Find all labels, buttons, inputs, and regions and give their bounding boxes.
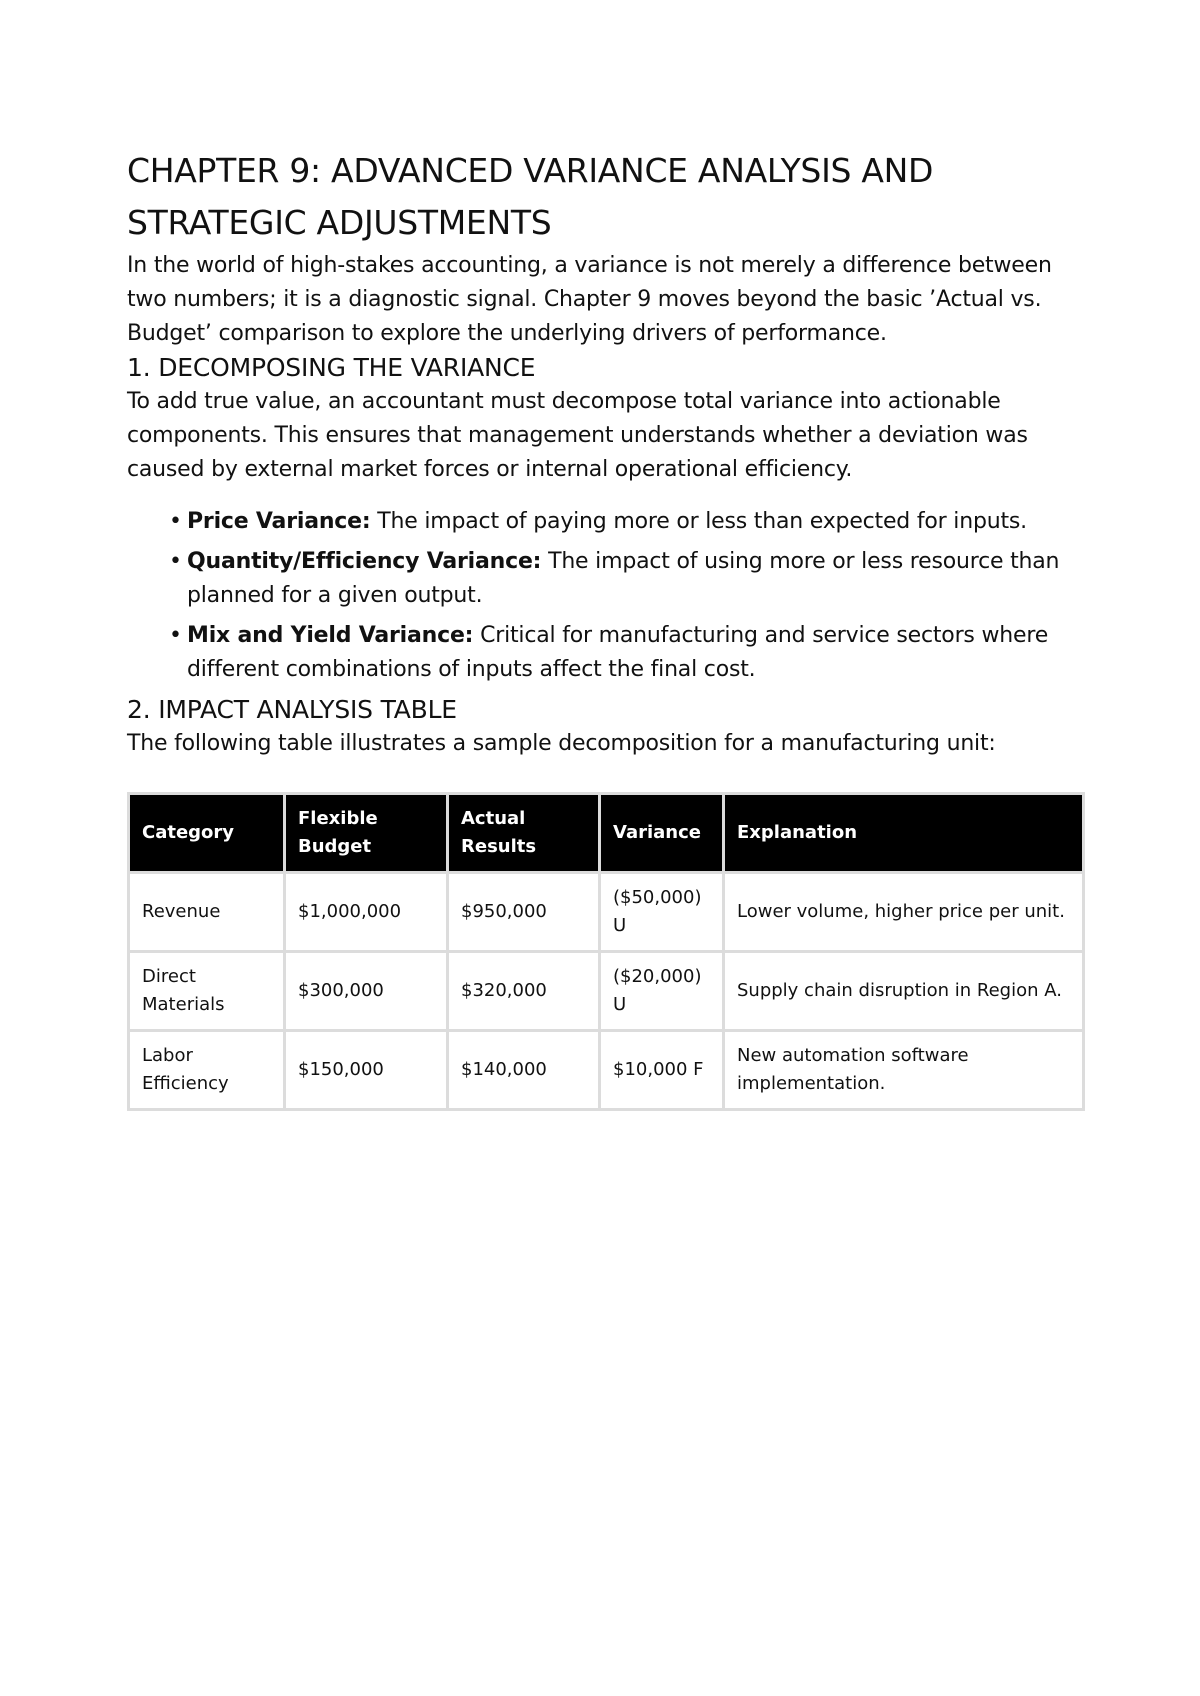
table-header-row	[129, 794, 1084, 873]
bullet-term: Mix and Yield Variance:	[187, 623, 474, 648]
table-cell: $1,000,000	[285, 873, 448, 952]
list-item	[169, 505, 1082, 539]
table-cell: $150,000	[285, 1031, 448, 1110]
table-cell: New automation software implementation.	[724, 1031, 1084, 1110]
table-cell: $300,000	[285, 952, 448, 1031]
bullet-glyph: •	[169, 549, 182, 574]
list-item	[169, 619, 1082, 687]
table-cell: Supply chain disruption in Region A.	[724, 952, 1084, 1031]
column-header-variance: Variance	[600, 794, 724, 873]
section-heading-impact-table: 2. IMPACT ANALYSIS TABLE	[127, 695, 457, 724]
table-row	[129, 1031, 1084, 1110]
bullet-term: Price Variance:	[187, 509, 371, 534]
bullet-text: Critical for manufacturing and service sectors where different combinations of inputs affect the final cost.	[187, 623, 1049, 682]
bullet-term: Quantity/Efficiency Variance:	[187, 549, 542, 574]
column-header-actual-results: Actual Results	[448, 794, 600, 873]
document-page	[127, 0, 1082, 1111]
column-header-category: Category	[129, 794, 285, 873]
section1-paragraph: To add true value, an accountant must decompose total variance into actionable components. This ensures that management understands whether a deviation was caused by external market forces or internal operational efficiency.	[127, 389, 1028, 482]
table-row	[129, 952, 1084, 1031]
chapter-title: CHAPTER 9: ADVANCED VARIANCE ANALYSIS AND STRATEGIC ADJUSTMENTS	[127, 151, 934, 242]
column-header-flexible-budget: Flexible Budget	[285, 794, 448, 873]
list-item	[169, 545, 1082, 613]
bullet-text: The impact of paying more or less than expected for inputs.	[370, 509, 1027, 534]
bullet-glyph: •	[169, 509, 182, 534]
bullet-text: The impact of using more or less resource than planned for a given output.	[187, 549, 1060, 608]
table-row	[129, 873, 1084, 952]
section2-paragraph: The following table illustrates a sample decomposition for a manufacturing unit:	[127, 731, 996, 756]
table-cell: $10,000 F	[600, 1031, 724, 1110]
intro-paragraph: In the world of high-stakes accounting, a variance is not merely a difference between two numbers; it is a diagnostic signal. Chapter 9 moves beyond the basic ’Actual vs. Budget’ comparison to explore the underlying drivers of performance.	[127, 253, 1052, 346]
table-cell: Revenue	[129, 873, 285, 952]
table-cell: Direct Materials	[129, 952, 285, 1031]
table-cell: $950,000	[448, 873, 600, 952]
table-cell: $140,000	[448, 1031, 600, 1110]
bullet-glyph: •	[169, 623, 182, 648]
table-cell: Labor Efficiency	[129, 1031, 285, 1110]
section-heading-decomposing: 1. DECOMPOSING THE VARIANCE	[127, 353, 536, 382]
table-cell: ($20,000) U	[600, 952, 724, 1031]
table-cell: ($50,000) U	[600, 873, 724, 952]
column-header-explanation: Explanation	[724, 794, 1084, 873]
table-cell: Lower volume, higher price per unit.	[724, 873, 1084, 952]
table-cell: $320,000	[448, 952, 600, 1031]
variance-types-list	[127, 505, 1082, 687]
impact-analysis-table	[127, 792, 1085, 1111]
